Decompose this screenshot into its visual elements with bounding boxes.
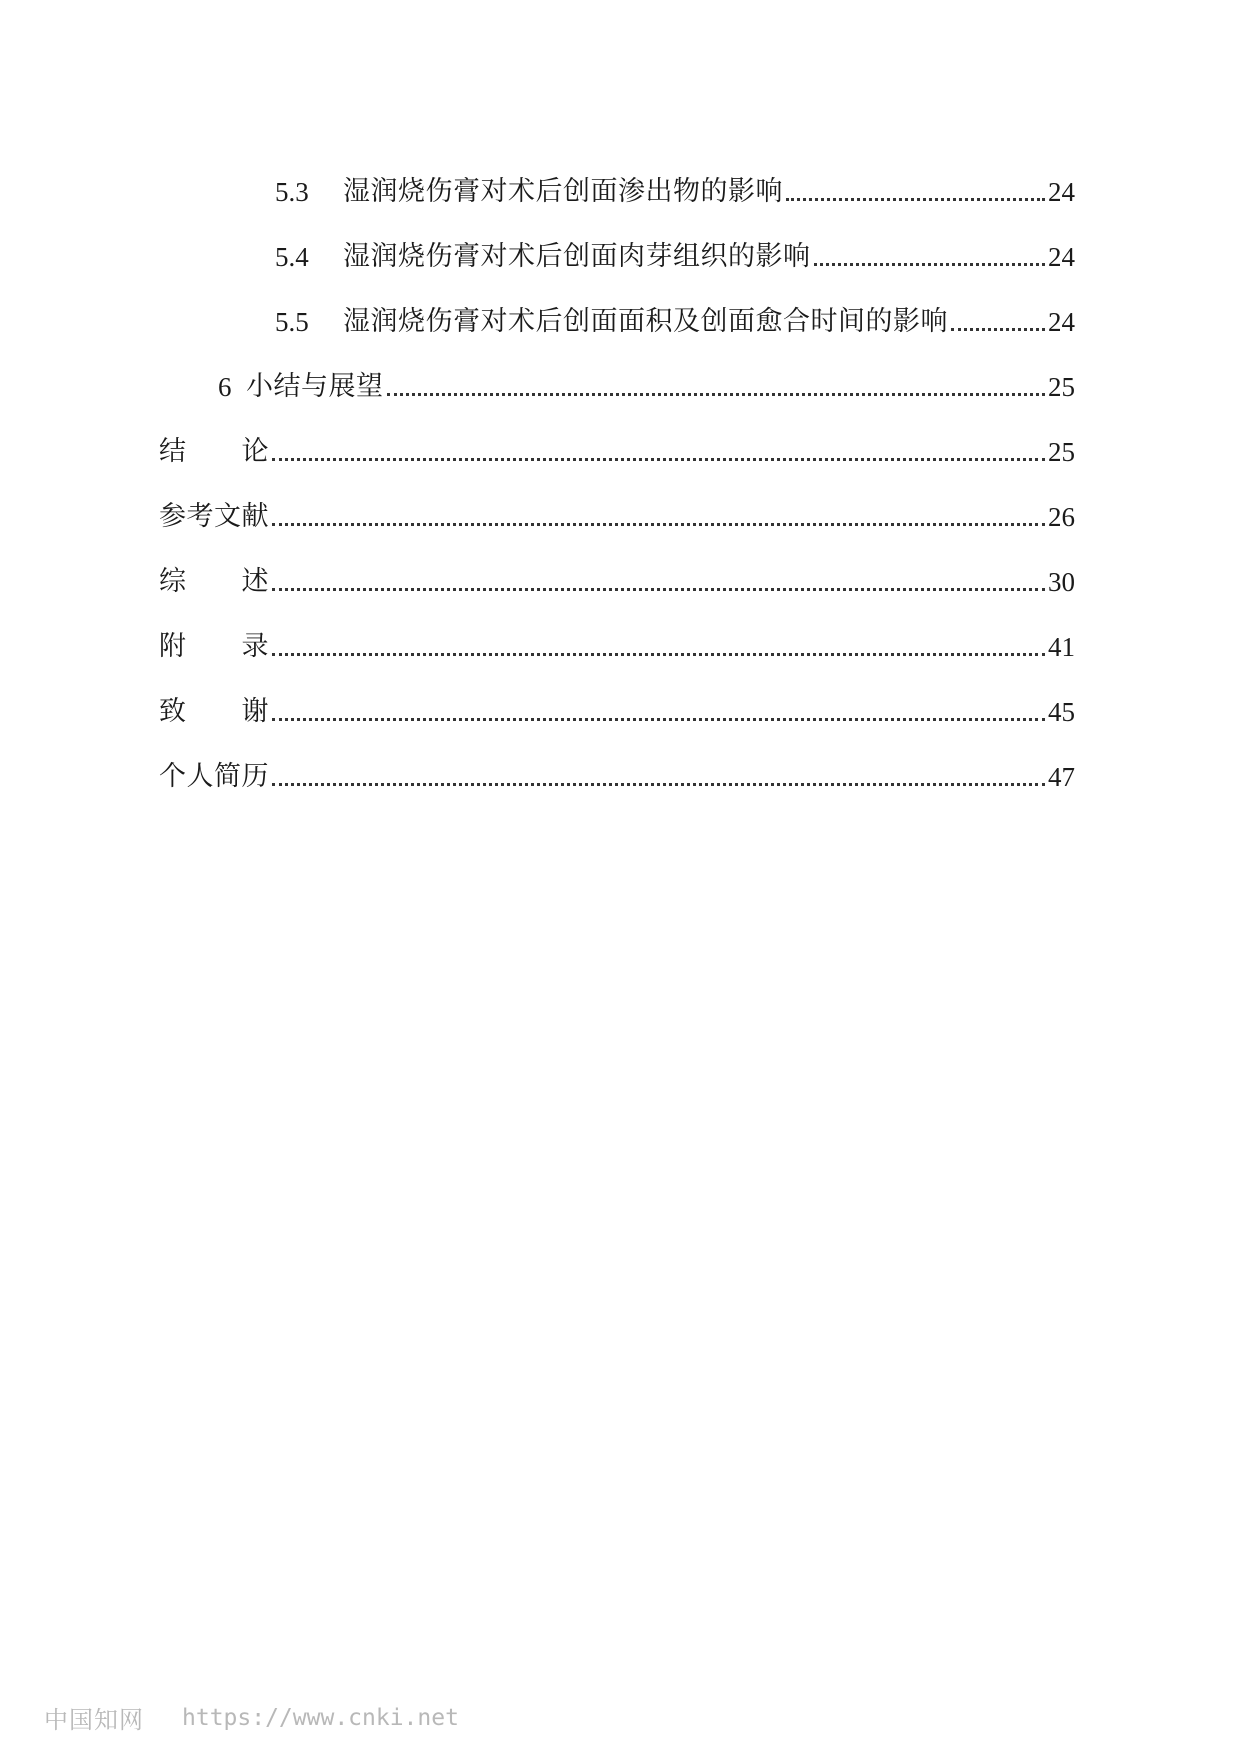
toc-entry-number: 5.3 — [275, 177, 309, 207]
toc-entry-resume[interactable] — [159, 753, 1075, 793]
dot-leader — [272, 523, 1045, 526]
dot-leader — [272, 653, 1045, 656]
toc-entry-title: 参考文献 — [159, 501, 269, 532]
dot-leader — [272, 588, 1045, 591]
toc-entry-number: 5.5 — [275, 307, 309, 337]
toc-entry-title: 综 述 — [159, 566, 269, 597]
toc-entry-page: 24 — [1048, 242, 1075, 272]
toc-entry-page: 24 — [1048, 177, 1075, 207]
toc-entry-title: 湿润烧伤膏对术后创面肉芽组织的影响 — [343, 241, 811, 272]
dot-leader — [814, 263, 1046, 266]
cnki-brand: 中国知网 — [44, 1706, 144, 1734]
toc-entry-page: 30 — [1048, 567, 1075, 597]
toc-entry-page: 25 — [1048, 437, 1075, 467]
dot-leader — [272, 783, 1045, 786]
toc-entry-page: 26 — [1048, 502, 1075, 532]
dot-leader — [272, 458, 1045, 461]
toc-entry-title: 个人简历 — [159, 761, 269, 792]
cnki-url[interactable]: https://www.cnki.net — [182, 1704, 459, 1731]
toc-entry-title: 湿润烧伤膏对术后创面渗出物的影响 — [343, 176, 783, 207]
toc-entry-appendix[interactable] — [159, 623, 1075, 663]
toc-entry-references[interactable] — [159, 493, 1075, 533]
toc-entry-number: 6 — [218, 372, 232, 402]
dot-leader — [951, 328, 1045, 331]
dot-leader — [272, 718, 1045, 721]
toc-entry-title: 致 谢 — [159, 696, 269, 727]
toc-entry-5-4[interactable] — [275, 233, 1075, 273]
toc-entry-title: 结 论 — [159, 436, 269, 467]
toc-entry-page: 47 — [1048, 762, 1075, 792]
watermark-footer — [44, 1700, 459, 1735]
toc-entry-title: 湿润烧伤膏对术后创面面积及创面愈合时间的影响 — [343, 306, 948, 337]
toc-entry-title: 附 录 — [159, 631, 269, 662]
toc-entry-page: 45 — [1048, 697, 1075, 727]
toc-entry-title: 小结与展望 — [246, 371, 384, 402]
toc-entry-acknowledgements[interactable] — [159, 688, 1075, 728]
dot-leader — [786, 198, 1045, 201]
toc-entry-5-3[interactable] — [275, 168, 1075, 208]
toc-entry-conclusion[interactable] — [159, 428, 1075, 468]
toc-entry-number: 5.4 — [275, 242, 309, 272]
toc-entry-page: 41 — [1048, 632, 1075, 662]
toc-entry-6[interactable] — [218, 363, 1075, 403]
toc-entry-page: 25 — [1048, 372, 1075, 402]
toc-entry-5-5[interactable] — [275, 298, 1075, 338]
toc-entry-page: 24 — [1048, 307, 1075, 337]
toc-entry-review[interactable] — [159, 558, 1075, 598]
dot-leader — [387, 393, 1046, 396]
